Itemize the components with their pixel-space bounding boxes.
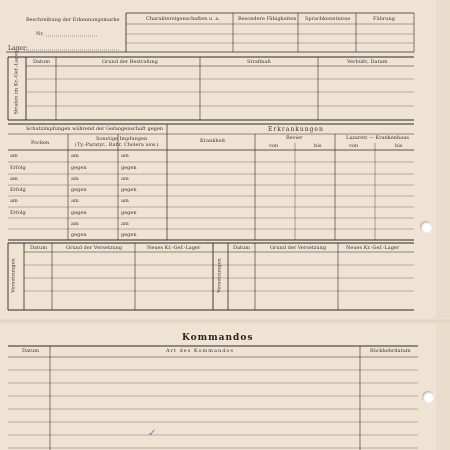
sonstige-gegen-2a: gegen xyxy=(71,187,87,193)
sonstige-am-4a: am xyxy=(71,221,79,227)
sonstige-gegen-4b: gegen xyxy=(121,232,137,238)
sonstige-am-1a: am xyxy=(71,153,79,159)
strafen-datum-header: Datum xyxy=(33,59,50,65)
sonstige-header: Sonstige Impfungen xyxy=(96,136,148,142)
sonstige-gegen-3b: gegen xyxy=(121,210,137,216)
erkrankungen-section-label: Erkrankungen xyxy=(268,126,324,133)
sonstige-gegen-4a: gegen xyxy=(71,232,87,238)
strafen-grund-header: Grund der Bestrafung xyxy=(102,59,158,65)
sonstige-gegen-1a: gegen xyxy=(71,165,87,171)
kommandos-rueckkehr-header: Rückkehrdatum xyxy=(370,348,411,354)
card-fold xyxy=(0,318,450,324)
pocken-am-1: am xyxy=(10,153,18,159)
sonstige-am-2a: am xyxy=(71,176,79,182)
lazarett-bis: bis xyxy=(395,143,403,149)
pocken-erfolg-1: Erfolg xyxy=(10,165,26,171)
krankheit-header: Krankheit xyxy=(200,138,226,144)
pocken-am-3: am xyxy=(10,198,18,204)
punch-hole-upper xyxy=(420,221,432,233)
punch-hole-lower xyxy=(422,391,434,403)
versetzungen-datum-header-right: Datum xyxy=(233,245,250,251)
pencil-check-mark: ✓ xyxy=(148,428,157,439)
versetzungen-neues-header-right: Neues Kr.-Gef.-Lager xyxy=(346,245,400,251)
versetzungen-side-label-left: Versetzungen xyxy=(10,258,17,293)
beschreibung-label: Beschreibung der Erkennungsmarke xyxy=(26,17,120,23)
impfungen-section-label: Schutzimpfungen während der Gefangenschaft gegen xyxy=(26,126,164,132)
sonstige-subheader: (Ty.-Paratyr., Ruhr, Cholera usw.) xyxy=(75,142,159,148)
pocken-erfolg-3: Erfolg xyxy=(10,210,26,216)
sonstige-am-3a: am xyxy=(71,198,79,204)
strafen-verbuesst-header: Verbüßt, Datum xyxy=(347,59,388,65)
sonstige-gegen-3a: gegen xyxy=(71,210,87,216)
sonstige-am-3b: am xyxy=(121,198,129,204)
kommandos-art-header: Art des Kommandos xyxy=(166,348,234,354)
nr-label: Nr. xyxy=(36,31,44,37)
lazarett-von: von xyxy=(349,143,359,149)
lazarett-header: Lazarett — Krankenhaus xyxy=(346,135,409,141)
sonstige-gegen-1b: gegen xyxy=(121,165,137,171)
charakter-label: Charaktereigenschaften u. a. xyxy=(146,16,220,22)
kommandos-datum-header: Datum xyxy=(22,348,39,354)
sonstige-am-2b: am xyxy=(121,176,129,182)
revier-header: Revier xyxy=(286,135,303,141)
sonstige-gegen-2b: gegen xyxy=(121,187,137,193)
kommandos-title: Kommandos xyxy=(182,333,254,343)
versetzungen-datum-header-left: Datum xyxy=(30,245,47,251)
versetzungen-grund-header-right: Grund der Versetzung xyxy=(270,245,327,251)
fuehrung-label: Führung xyxy=(373,16,395,22)
sonstige-am-1b: am xyxy=(121,153,129,159)
pocken-erfolg-2: Erfolg xyxy=(10,187,26,193)
versetzungen-grund-header-left: Grund der Versetzung xyxy=(66,245,123,251)
revier-von: von xyxy=(269,143,279,149)
strafen-side-label: Strafen im Kr.-Gef.-Lager xyxy=(13,50,20,115)
versetzungen-neues-header-left: Neues Kr.-Gef.-Lager xyxy=(147,245,201,251)
pocken-header: Pocken xyxy=(31,140,50,146)
sprachen-label: Sprachkenntnisse xyxy=(305,16,351,22)
revier-bis: bis xyxy=(314,143,322,149)
faehigkeiten-label: Besondere Fähigkeiten xyxy=(238,16,297,22)
strafen-strafmass-header: Strafmaß xyxy=(247,59,271,65)
sonstige-am-4b: am xyxy=(121,221,129,227)
lager-label: Lager: xyxy=(8,45,28,52)
versetzungen-side-label-right: Versetzungen xyxy=(216,258,223,293)
pocken-am-2: am xyxy=(10,176,18,182)
